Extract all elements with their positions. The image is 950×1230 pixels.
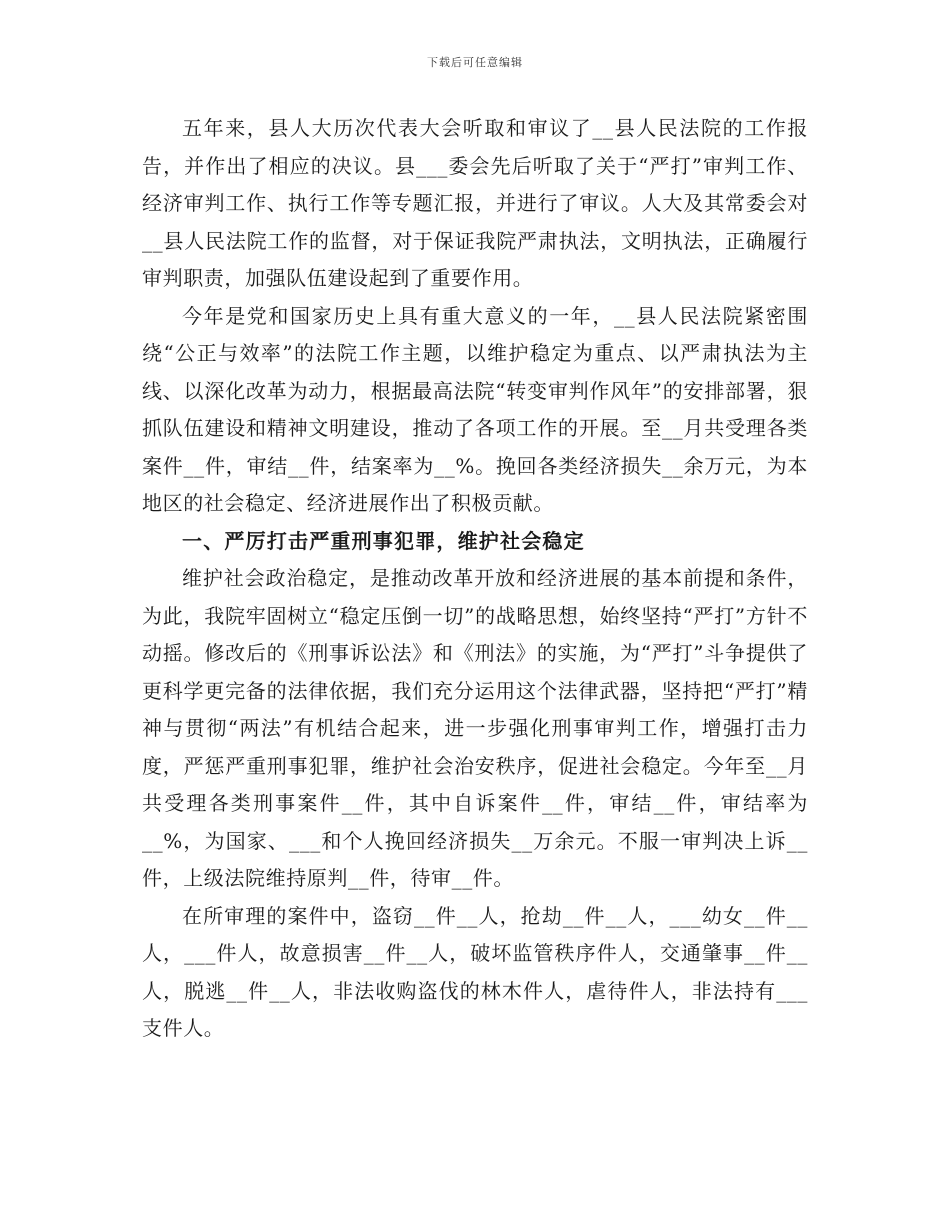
paragraph-stability: 维护社会政治稳定，是推动改革开放和经济进展的基本前提和条件，为此，我院牢固树立“稳定压倒一切”的战略思想，始终坚持“严打”方针不动摇。修改后的《刑事诉讼法》和《刑法》的实施，为“严打”斗争提供了更科学更完备的法律依据，我们充分运用这个法律武器，坚持把“严打”精神与贯彻“两法”有机结合起来，进一步强化刑事审判工作，增强打击力度，严惩严重刑事犯罪，维护社会治安秩序，促进社会稳定。今年至__月共受理各类刑事案件__件，其中自诉案件__件，审结__件，审结率为__%，为国家、___和个人挽回经济损失__万余元。不服一审判决上诉__件，上级法院维持原判__件，待审__件。: [142, 566, 808, 890]
paragraph-case-breakdown: 在所审理的案件中，盗窃__件__人，抢劫__件__人，___幼女__件__人，___件人，故意损害__件__人，破坏监管秩序件人，交通肇事__件__人，脱逃__件__人，非法收购盗伐的林木件人，虐待件人，非法持有___支件人。: [142, 903, 808, 1040]
document-body: [142, 110, 808, 1048]
paragraph-intro-review: 五年来，县人大历次代表大会听取和审议了__县人民法院的工作报告，并作出了相应的决议。县___委会先后听取了关于“严打”审判工作、经济审判工作、执行工作等专题汇报，并进行了审议。人大及其常委会对__县人民法院工作的监督，对于保证我院严肃执法，文明执法，正确履行审判职责，加强队伍建设起到了重要作用。: [142, 116, 808, 290]
page-header-note: 下载后可任意编辑: [427, 56, 523, 69]
section-heading-criminal-crackdown: 一、严厉打击严重刑事犯罪，维护社会稳定: [182, 528, 585, 553]
paragraph-year-summary: 今年是党和国家历史上具有重大意义的一年，__县人民法院紧密围绕“公正与效率”的法院工作主题，以维护稳定为重点、以严肃执法为主线、以深化改革为动力，根据最高法院“转变审判作风年”的安排部署，狠抓队伍建设和精神文明建设，推动了各项工作的开展。至__月共受理各类案件__件，审结__件，结案率为__%。挽回各类经济损失__余万元，为本地区的社会稳定、经济进展作出了积极贡献。: [142, 303, 808, 515]
